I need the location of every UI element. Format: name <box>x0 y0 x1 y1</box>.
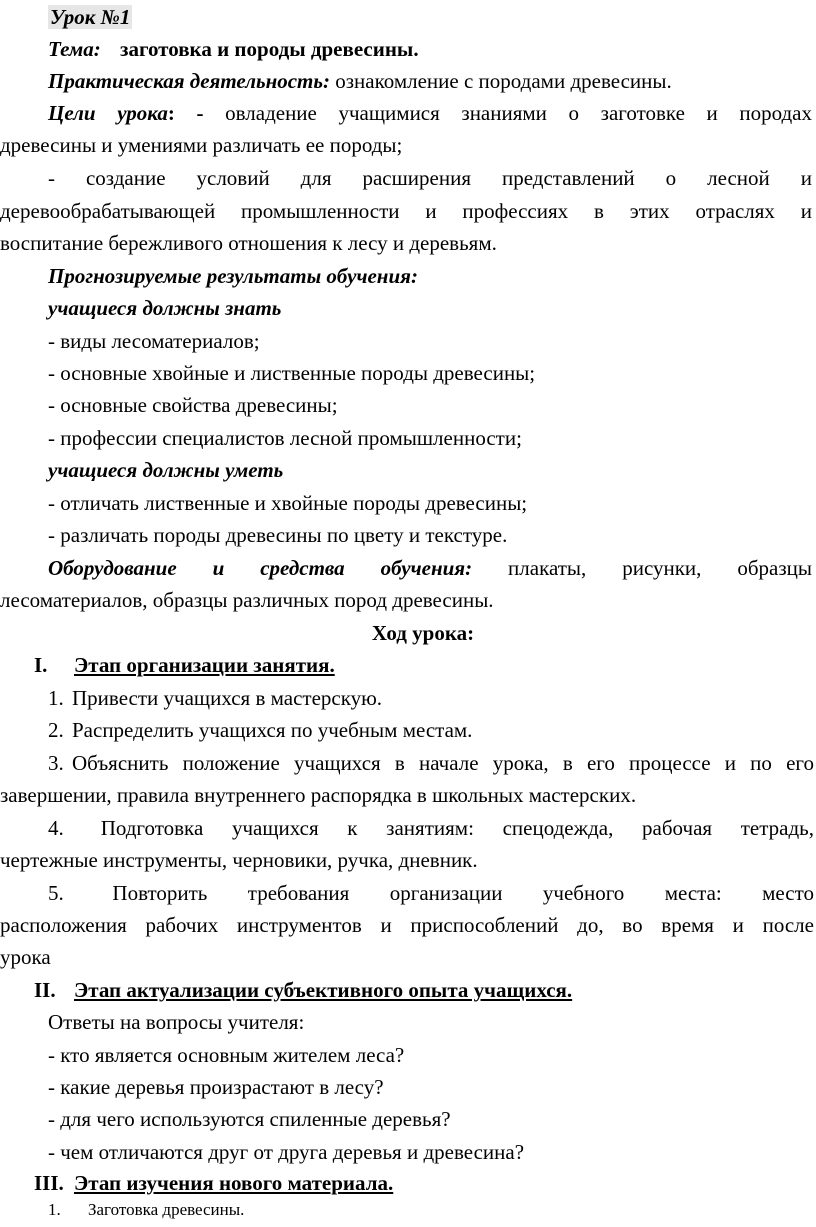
step-text: Повторить требования организации учебного места: место <box>112 881 814 905</box>
stage1-step <box>48 681 808 715</box>
stage3-item-number: 1. <box>48 1200 61 1219</box>
can-label: учащиеся должны уметь <box>48 458 284 482</box>
goal2-line-3: воспитание бережливого отношения к лесу и деревьям. <box>0 231 497 255</box>
equipment-line-1 <box>48 551 812 585</box>
stage1-step <box>48 811 814 845</box>
practice-line <box>48 64 808 98</box>
stage3-title: Этап изучения нового материала. <box>74 1171 394 1195</box>
goals-colon: : <box>167 101 175 125</box>
goals-line-2: древесины и умениями различать ее породы; <box>0 133 403 157</box>
results-label: Прогнозируемые результаты обучения: <box>48 264 418 288</box>
step-text: Распределить учащихся по учебным местам. <box>72 718 473 742</box>
stage2-question: - для чего используются спиленные деревья? <box>48 1107 451 1131</box>
stage3-item-text: Заготовка древесины. <box>88 1200 245 1219</box>
know-label: учащиеся должны знать <box>48 296 282 320</box>
know-item: - профессии специалистов лесной промышленности; <box>48 426 522 450</box>
step-number: 3. <box>48 751 64 775</box>
step-text: Подготовка учащихся к занятиям: спецодежда, рабочая тетрадь, <box>100 816 814 840</box>
stage1-step-continued: расположения рабочих инструментов и приспособлений до, во время и после <box>0 913 814 937</box>
stage2-numeral: II. <box>34 978 56 1002</box>
stage2-title: Этап актуализации субъективного опыта учащихся. <box>74 978 573 1002</box>
equipment-line-2: лесоматериалов, образцы различных пород древесины. <box>0 588 494 612</box>
stage1-heading <box>34 648 804 682</box>
equipment-label: Оборудование и средства обучения: <box>48 556 473 580</box>
practice-value: ознакомление с породами древесины. <box>335 69 672 93</box>
stage1-step-continued: урока <box>0 945 51 969</box>
stage2-question: - какие деревья произрастают в лесу? <box>48 1075 384 1099</box>
stage1-step-continued: чертежные инструменты, черновики, ручка, дневник. <box>0 848 478 872</box>
lesson-title: Урок №1 <box>50 5 131 29</box>
stage1-title: Этап организации занятия. <box>74 653 335 677</box>
topic-label: Тема: <box>48 37 101 61</box>
step-number: 5. <box>48 881 64 905</box>
practice-label: Практическая деятельность: <box>48 69 330 93</box>
equipment-text-a: плакаты, рисунки, образцы <box>508 556 812 580</box>
stage2-intro: Ответы на вопросы учителя: <box>48 1010 305 1034</box>
know-item: - основные хвойные и лиственные породы древесины; <box>48 361 536 385</box>
goal2-line-2: деревообрабатывающей промышленности и профессиях в этих отраслях и <box>0 199 812 223</box>
goals-line-1 <box>48 96 812 130</box>
goals-dash: - <box>174 101 204 125</box>
goal1-text-a: овладение учащимися знаниями о заготовке и породах <box>225 101 813 125</box>
lesson-title-line <box>48 0 808 34</box>
stage2-heading <box>34 973 804 1007</box>
stage3-item <box>48 1193 808 1227</box>
can-item: - различать породы древесины по цвету и текстуре. <box>48 523 508 547</box>
can-item: - отличать лиственные и хвойные породы древесины; <box>48 491 528 515</box>
topic-line <box>48 32 808 66</box>
stage1-step <box>48 876 814 910</box>
step-number: 2. <box>48 718 64 742</box>
stage1-numeral: I. <box>34 653 48 677</box>
stage1-step-continued: завершении, правила внутреннего распорядка в школьных мастерских. <box>0 783 637 807</box>
step-number: 4. <box>48 816 64 840</box>
stage1-step <box>48 713 808 747</box>
stage1-step <box>48 746 814 780</box>
stage2-question: - кто является основным жителем леса? <box>48 1043 405 1067</box>
know-item: - основные свойства древесины; <box>48 393 338 417</box>
stage3-numeral: III. <box>34 1171 64 1195</box>
stage2-question: - чем отличаются друг от друга деревья и древесина? <box>48 1140 525 1164</box>
goal2-line-1: - создание условий для расширения представлений о лесной и <box>48 166 812 190</box>
step-number: 1. <box>48 686 64 710</box>
course-heading: Ход урока: <box>371 621 475 645</box>
step-text: Привести учащихся в мастерскую. <box>72 686 383 710</box>
know-item: - виды лесоматериалов; <box>48 329 260 353</box>
step-text: Объяснить положение учащихся в начале урока, в его процессе и по его <box>72 751 814 775</box>
topic-value: заготовка и породы древесины. <box>120 37 419 61</box>
goals-label: Цели урока <box>48 101 168 125</box>
